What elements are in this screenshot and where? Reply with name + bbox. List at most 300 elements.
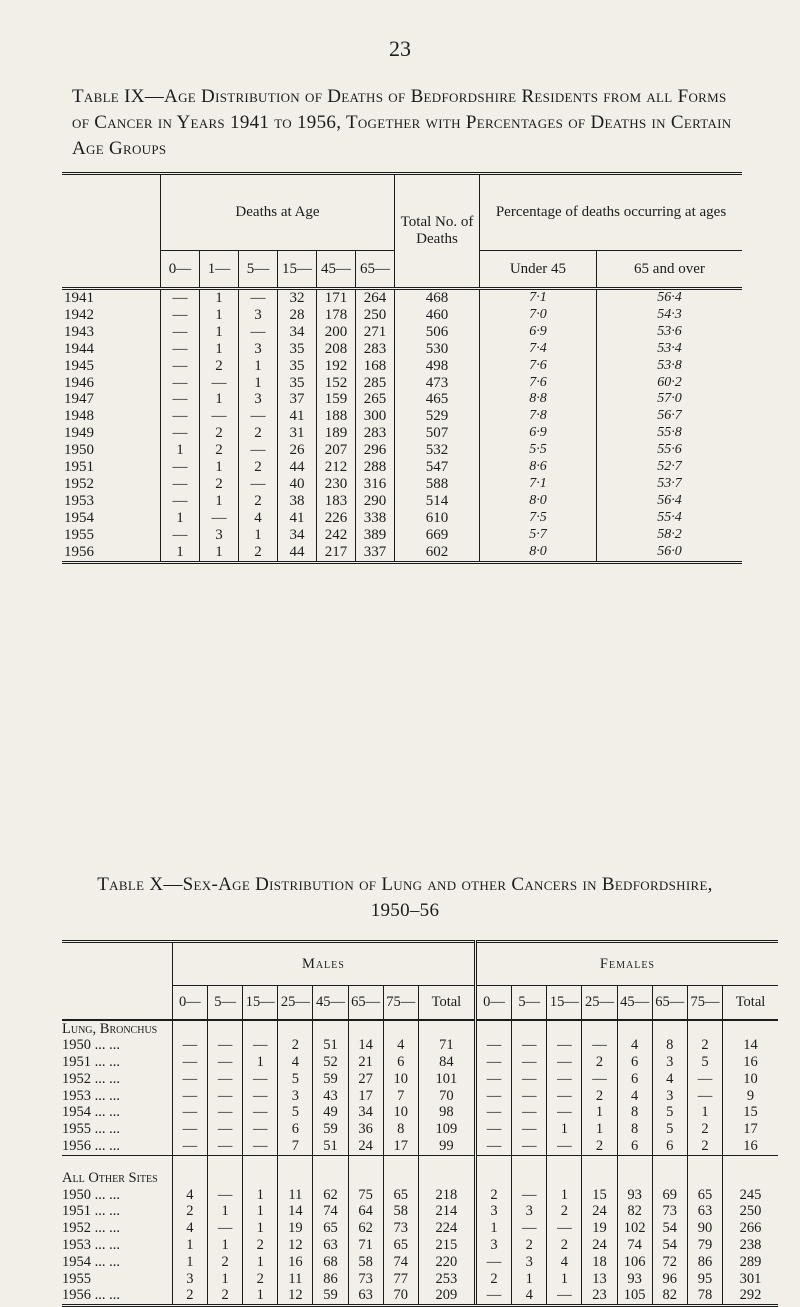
value-cell: —: [200, 408, 239, 425]
male-value-cell: 3: [172, 1271, 207, 1288]
pct-header: 65 and over: [596, 251, 742, 289]
female-value-cell: 63: [687, 1203, 722, 1220]
value-cell: 53·8: [596, 358, 742, 375]
male-value-cell: 51: [313, 1037, 348, 1054]
spacer-cell: [687, 1170, 722, 1187]
female-value-cell: 24: [582, 1203, 617, 1220]
table-row: [62, 1138, 778, 1155]
female-value-cell: 3: [512, 1254, 547, 1271]
table-row: [62, 358, 742, 375]
females-age-header: 5—: [512, 986, 547, 1020]
year-cell: 1953: [64, 492, 94, 509]
female-value-cell: 105: [617, 1287, 652, 1305]
table-ix: [62, 172, 742, 564]
value-cell: —: [239, 324, 278, 341]
value-cell: 58·2: [596, 527, 742, 544]
value-cell: 3: [239, 391, 278, 408]
spacer-cell: [652, 1155, 687, 1170]
value-cell: 168: [356, 358, 395, 375]
female-value-cell: 15: [723, 1104, 778, 1121]
male-value-cell: 11: [278, 1187, 313, 1204]
female-value-cell: 74: [617, 1237, 652, 1254]
female-value-cell: 18: [582, 1254, 617, 1271]
female-value-cell: 4: [617, 1037, 652, 1054]
year-cell: 1946: [64, 374, 94, 391]
value-cell: 1: [200, 289, 239, 307]
female-value-cell: —: [475, 1088, 511, 1105]
value-cell: —: [161, 307, 200, 324]
value-cell: 460: [395, 307, 480, 324]
spacer-cell: [418, 1155, 475, 1170]
female-value-cell: 250: [723, 1203, 778, 1220]
table-row: [62, 307, 742, 324]
spacer-cell: [652, 1020, 687, 1038]
table-row: [62, 1237, 778, 1254]
table-row: [62, 289, 742, 307]
table-row: [62, 324, 742, 341]
spacer-cell: [348, 1170, 383, 1187]
value-cell: 337: [356, 544, 395, 562]
spacer-cell: [172, 1170, 207, 1187]
value-cell: 389: [356, 527, 395, 544]
spacer-cell: [475, 1020, 511, 1038]
value-cell: —: [161, 324, 200, 341]
value-cell: 35: [278, 358, 317, 375]
female-value-cell: —: [512, 1071, 547, 1088]
female-value-cell: —: [512, 1104, 547, 1121]
male-value-cell: 4: [383, 1037, 418, 1054]
value-cell: 271: [356, 324, 395, 341]
females-header: Females: [475, 942, 778, 986]
value-cell: 547: [395, 459, 480, 476]
female-value-cell: 292: [723, 1287, 778, 1305]
year-cell: 1952 ... ...: [62, 1220, 120, 1237]
year-cell: 1943: [64, 323, 94, 340]
male-value-cell: 2: [208, 1254, 243, 1271]
male-value-cell: 34: [348, 1104, 383, 1121]
male-value-cell: 73: [383, 1220, 418, 1237]
year-cell: 1941: [64, 290, 94, 306]
value-cell: 226: [317, 510, 356, 527]
female-value-cell: 54: [652, 1237, 687, 1254]
male-value-cell: 2: [172, 1287, 207, 1305]
year-cell: 1947: [64, 391, 94, 408]
female-value-cell: —: [687, 1071, 722, 1088]
value-cell: 530: [395, 341, 480, 358]
female-value-cell: 2: [687, 1138, 722, 1155]
value-cell: 2: [239, 544, 278, 562]
female-value-cell: 289: [723, 1254, 778, 1271]
value-cell: 265: [356, 391, 395, 408]
male-value-cell: 58: [383, 1203, 418, 1220]
spacer-cell: [313, 1170, 348, 1187]
section-label: Lung, Bronchus: [62, 1020, 158, 1037]
female-value-cell: 6: [617, 1138, 652, 1155]
value-cell: 242: [317, 527, 356, 544]
female-value-cell: 14: [723, 1037, 778, 1054]
female-value-cell: 19: [582, 1220, 617, 1237]
age-header: 5—: [239, 251, 278, 289]
table-row: [62, 442, 742, 459]
female-value-cell: 8: [652, 1037, 687, 1054]
female-value-cell: 2: [547, 1237, 582, 1254]
spacer-cell: [512, 1155, 547, 1170]
value-cell: 200: [317, 324, 356, 341]
male-value-cell: 3: [278, 1088, 313, 1105]
male-value-cell: 4: [172, 1220, 207, 1237]
age-header: 45—: [317, 251, 356, 289]
table-row: [62, 408, 742, 425]
value-cell: —: [161, 408, 200, 425]
male-value-cell: 7: [278, 1138, 313, 1155]
female-value-cell: 1: [547, 1187, 582, 1204]
male-value-cell: 68: [313, 1254, 348, 1271]
female-value-cell: 1: [582, 1104, 617, 1121]
value-cell: 514: [395, 493, 480, 510]
value-cell: 41: [278, 408, 317, 425]
male-value-cell: 75: [348, 1187, 383, 1204]
value-cell: 2: [239, 493, 278, 510]
male-value-cell: 1: [243, 1254, 278, 1271]
spacer-cell: [348, 1020, 383, 1038]
table-row: [62, 391, 742, 408]
value-cell: 41: [278, 510, 317, 527]
male-value-cell: —: [243, 1071, 278, 1088]
spacer-cell: [475, 1155, 511, 1170]
spacer-cell: [383, 1170, 418, 1187]
value-cell: 465: [395, 391, 480, 408]
value-cell: 5·5: [480, 442, 597, 459]
female-value-cell: —: [512, 1138, 547, 1155]
value-cell: —: [161, 358, 200, 375]
value-cell: 159: [317, 391, 356, 408]
spacer-cell: [512, 1020, 547, 1038]
year-cell: 1955: [62, 1270, 91, 1287]
value-cell: 7·5: [480, 510, 597, 527]
value-cell: 1: [161, 544, 200, 562]
value-cell: 7·8: [480, 408, 597, 425]
section-header-row: [62, 1020, 778, 1038]
male-value-cell: —: [208, 1071, 243, 1088]
male-value-cell: 74: [383, 1254, 418, 1271]
female-value-cell: 79: [687, 1237, 722, 1254]
male-value-cell: —: [208, 1138, 243, 1155]
value-cell: 588: [395, 476, 480, 493]
table-row: [62, 1187, 778, 1204]
female-value-cell: —: [512, 1054, 547, 1071]
value-cell: 296: [356, 442, 395, 459]
value-cell: 57·0: [596, 391, 742, 408]
male-value-cell: 7: [383, 1088, 418, 1105]
male-value-cell: 17: [348, 1088, 383, 1105]
table-row: [62, 493, 742, 510]
value-cell: 56·7: [596, 408, 742, 425]
value-cell: 1: [200, 324, 239, 341]
value-cell: —: [161, 459, 200, 476]
spacer-cell: [278, 1170, 313, 1187]
value-cell: 192: [317, 358, 356, 375]
value-cell: —: [239, 408, 278, 425]
males-age-header: 0—: [172, 986, 207, 1020]
male-value-cell: 74: [313, 1203, 348, 1220]
table-row: [62, 1088, 778, 1105]
female-value-cell: 8: [617, 1121, 652, 1138]
spacer-cell: [418, 1170, 475, 1187]
table-row: [62, 476, 742, 493]
value-cell: —: [161, 375, 200, 392]
female-value-cell: 5: [652, 1104, 687, 1121]
age-header: 1—: [200, 251, 239, 289]
value-cell: 55·8: [596, 425, 742, 442]
female-value-cell: 23: [582, 1287, 617, 1305]
spacer-cell: [687, 1155, 722, 1170]
year-cell: 1950 ... ...: [62, 1037, 120, 1054]
value-cell: 3: [239, 307, 278, 324]
females-age-header: 45—: [617, 986, 652, 1020]
value-cell: 7·0: [480, 307, 597, 324]
year-cell: 1955 ... ...: [62, 1121, 120, 1138]
female-value-cell: 2: [582, 1138, 617, 1155]
year-cell: 1950: [64, 442, 94, 459]
female-value-cell: 2: [687, 1121, 722, 1138]
males-age-header: Total: [418, 986, 475, 1020]
male-value-cell: —: [208, 1104, 243, 1121]
value-cell: 207: [317, 442, 356, 459]
female-value-cell: 9: [723, 1088, 778, 1105]
value-cell: 152: [317, 375, 356, 392]
female-value-cell: 1: [582, 1121, 617, 1138]
male-value-cell: —: [208, 1054, 243, 1071]
female-value-cell: —: [475, 1121, 511, 1138]
female-value-cell: —: [475, 1254, 511, 1271]
male-value-cell: 59: [313, 1121, 348, 1138]
male-value-cell: 1: [243, 1220, 278, 1237]
spacer-cell: [278, 1020, 313, 1038]
page-number: 23: [389, 36, 411, 61]
value-cell: 507: [395, 425, 480, 442]
value-cell: 52·7: [596, 459, 742, 476]
value-cell: 217: [317, 544, 356, 562]
female-value-cell: 5: [687, 1054, 722, 1071]
male-value-cell: 1: [172, 1254, 207, 1271]
value-cell: 178: [317, 307, 356, 324]
male-value-cell: 63: [313, 1237, 348, 1254]
female-value-cell: 238: [723, 1237, 778, 1254]
spacer-cell: [172, 1155, 207, 1170]
value-cell: 31: [278, 425, 317, 442]
female-value-cell: 1: [475, 1220, 511, 1237]
females-age-header: Total: [723, 986, 778, 1020]
female-value-cell: —: [475, 1071, 511, 1088]
table-row: [62, 341, 742, 358]
spacer-cell: [617, 1020, 652, 1038]
male-value-cell: 63: [348, 1287, 383, 1305]
male-value-cell: 49: [313, 1104, 348, 1121]
value-cell: 34: [278, 527, 317, 544]
value-cell: 602: [395, 544, 480, 562]
spacer-cell: [383, 1020, 418, 1038]
female-value-cell: 6: [652, 1138, 687, 1155]
male-value-cell: 12: [278, 1287, 313, 1305]
female-value-cell: —: [582, 1037, 617, 1054]
male-value-cell: 2: [243, 1237, 278, 1254]
male-value-cell: 209: [418, 1287, 475, 1305]
table-x-title: Table X—Sex-Age Distribution of Lung and other Cancers in Bedfordshire, 1950–56: [97, 874, 713, 921]
spacer-cell: [348, 1155, 383, 1170]
value-cell: 55·4: [596, 510, 742, 527]
females-age-header: 25—: [582, 986, 617, 1020]
male-value-cell: 43: [313, 1088, 348, 1105]
year-cell: 1956 ... ...: [62, 1138, 120, 1155]
value-cell: 316: [356, 476, 395, 493]
table-row: [62, 1271, 778, 1288]
male-value-cell: 6: [383, 1054, 418, 1071]
female-value-cell: 78: [687, 1287, 722, 1305]
female-value-cell: 93: [617, 1271, 652, 1288]
value-cell: 4: [239, 510, 278, 527]
male-value-cell: 4: [172, 1187, 207, 1204]
male-value-cell: 73: [348, 1271, 383, 1288]
value-cell: 230: [317, 476, 356, 493]
spacer-cell: [208, 1170, 243, 1187]
male-value-cell: 2: [278, 1037, 313, 1054]
male-value-cell: 215: [418, 1237, 475, 1254]
male-value-cell: 51: [313, 1138, 348, 1155]
female-value-cell: 1: [687, 1104, 722, 1121]
value-cell: 188: [317, 408, 356, 425]
male-value-cell: 218: [418, 1187, 475, 1204]
value-cell: 2: [239, 459, 278, 476]
pct-header: Under 45: [480, 251, 597, 289]
value-cell: 473: [395, 375, 480, 392]
males-age-header: 25—: [278, 986, 313, 1020]
male-value-cell: 224: [418, 1220, 475, 1237]
value-cell: 1: [161, 442, 200, 459]
value-cell: —: [239, 289, 278, 307]
female-value-cell: 17: [723, 1121, 778, 1138]
male-value-cell: —: [243, 1104, 278, 1121]
spacer-cell: [62, 1155, 172, 1170]
male-value-cell: 21: [348, 1054, 383, 1071]
male-value-cell: 1: [243, 1054, 278, 1071]
male-value-cell: 4: [278, 1054, 313, 1071]
value-cell: 44: [278, 459, 317, 476]
female-value-cell: 6: [617, 1054, 652, 1071]
year-cell: 1952 ... ...: [62, 1070, 120, 1087]
females-age-header: 75—: [687, 986, 722, 1020]
year-cell: 1951 ... ...: [62, 1054, 120, 1071]
male-value-cell: 2: [208, 1287, 243, 1305]
table-row: [62, 1287, 778, 1305]
value-cell: 2: [200, 442, 239, 459]
value-cell: 468: [395, 289, 480, 307]
male-value-cell: 77: [383, 1271, 418, 1288]
value-cell: 7·4: [480, 341, 597, 358]
female-value-cell: 82: [652, 1287, 687, 1305]
value-cell: 38: [278, 493, 317, 510]
male-value-cell: —: [172, 1037, 207, 1054]
value-cell: —: [161, 341, 200, 358]
value-cell: 1: [239, 527, 278, 544]
value-cell: 60·2: [596, 375, 742, 392]
value-cell: 34: [278, 324, 317, 341]
table-row: [62, 1121, 778, 1138]
value-cell: 8·6: [480, 459, 597, 476]
female-value-cell: —: [687, 1088, 722, 1105]
year-cell: 1953 ... ...: [62, 1087, 120, 1104]
female-value-cell: 4: [547, 1254, 582, 1271]
female-value-cell: 4: [652, 1071, 687, 1088]
female-value-cell: —: [475, 1104, 511, 1121]
value-cell: 300: [356, 408, 395, 425]
female-value-cell: —: [547, 1287, 582, 1305]
spacer-cell: [313, 1155, 348, 1170]
year-cell: 1953 ... ...: [62, 1237, 120, 1254]
value-cell: 53·7: [596, 476, 742, 493]
female-value-cell: 72: [652, 1254, 687, 1271]
female-value-cell: 1: [512, 1271, 547, 1288]
male-value-cell: 65: [313, 1220, 348, 1237]
value-cell: 56·0: [596, 544, 742, 562]
male-value-cell: 59: [313, 1287, 348, 1305]
spacer-cell: [617, 1170, 652, 1187]
value-cell: 2: [200, 358, 239, 375]
spacer-cell: [723, 1020, 778, 1038]
value-cell: 1: [200, 459, 239, 476]
spacer-cell: [278, 1155, 313, 1170]
female-value-cell: 1: [547, 1271, 582, 1288]
female-value-cell: 69: [652, 1187, 687, 1204]
male-value-cell: 1: [243, 1187, 278, 1204]
male-value-cell: 1: [243, 1203, 278, 1220]
female-value-cell: 5: [652, 1121, 687, 1138]
value-cell: —: [239, 476, 278, 493]
value-cell: 250: [356, 307, 395, 324]
spacer-cell: [582, 1170, 617, 1187]
male-value-cell: —: [208, 1088, 243, 1105]
table-row: [62, 425, 742, 442]
female-value-cell: 54: [652, 1220, 687, 1237]
female-value-cell: 266: [723, 1220, 778, 1237]
male-value-cell: 14: [278, 1203, 313, 1220]
year-cell: 1950 ... ...: [62, 1186, 120, 1203]
female-value-cell: 4: [512, 1287, 547, 1305]
value-cell: 7·1: [480, 289, 597, 307]
female-value-cell: 1: [547, 1121, 582, 1138]
value-cell: 2: [200, 476, 239, 493]
spacer-cell: [313, 1020, 348, 1038]
label-column-header: [62, 942, 172, 1020]
females-age-header: 65—: [652, 986, 687, 1020]
year-cell: 1952: [64, 475, 94, 492]
male-value-cell: —: [208, 1121, 243, 1138]
male-value-cell: 12: [278, 1237, 313, 1254]
spacer-cell: [617, 1155, 652, 1170]
value-cell: 6·9: [480, 425, 597, 442]
value-cell: —: [161, 493, 200, 510]
male-value-cell: 1: [243, 1287, 278, 1305]
male-value-cell: 65: [383, 1187, 418, 1204]
female-value-cell: 3: [475, 1203, 511, 1220]
value-cell: 285: [356, 375, 395, 392]
value-cell: 189: [317, 425, 356, 442]
female-value-cell: 3: [652, 1054, 687, 1071]
female-value-cell: 73: [652, 1203, 687, 1220]
male-value-cell: 11: [278, 1271, 313, 1288]
value-cell: 6·9: [480, 324, 597, 341]
female-value-cell: 95: [687, 1271, 722, 1288]
female-value-cell: —: [547, 1054, 582, 1071]
